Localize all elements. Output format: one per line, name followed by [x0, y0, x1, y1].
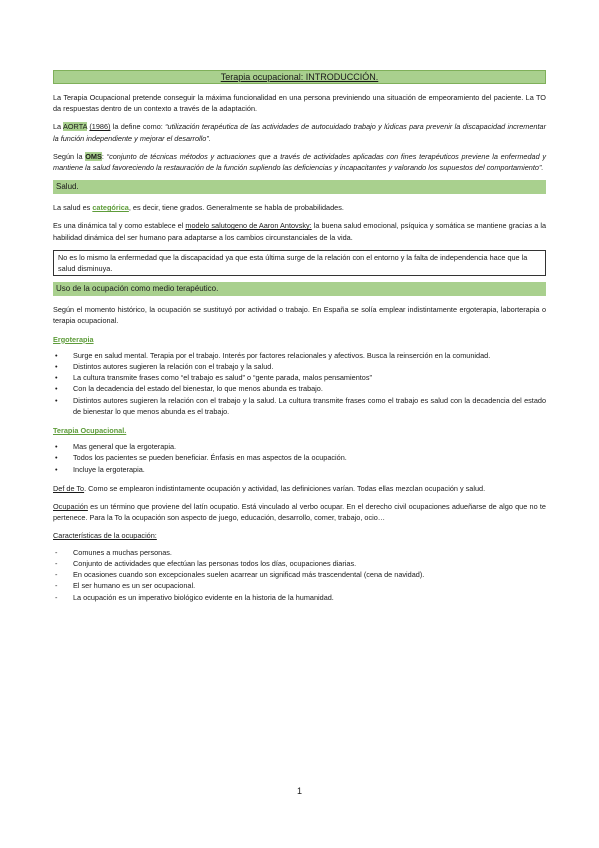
bullet-icon: • [55, 453, 58, 463]
list-item-text: El ser humano es un ser ocupacional. [73, 581, 196, 591]
aorta-year: (1986) [89, 122, 111, 132]
intro-paragraph: La Terapia Ocupacional pretende conseguir la máxima funcionalidad en una persona previniendo una situación de empeoramiento del paciente. La TO da respuestas dentro de un contexto a través de la adaptación. [53, 93, 546, 114]
list-item [53, 547, 546, 558]
list-item [53, 441, 546, 452]
oms-pre: Según la [53, 151, 86, 161]
list-item [53, 592, 546, 603]
to-heading-wrap [53, 425, 546, 436]
list-item-text: Distintos autores sugieren la relación con el trabajo y la salud. La cultura transmite frases como el trabajo es salud con la decadencia del estado de bienestar lo que menos abunda es el trabajo. [73, 395, 546, 416]
oms-quote: “conjunto de técnicas métodos y actuaciones que a través de actividades aplicadas con fines terapéuticos previene la enfermedad y mantiene la salud favoreciendo la restauración de la función supliendo las deficiencias y incapacitantes y valorando los supuestos del comportamiento”. [53, 151, 547, 173]
aorta-paragraph [53, 121, 546, 143]
ocupacion-paragraph [53, 501, 546, 523]
dash-icon: - [55, 570, 58, 580]
dash-icon: - [55, 581, 58, 591]
oms-name: OMS [85, 151, 102, 161]
list-item [53, 395, 546, 417]
list-item [53, 558, 546, 569]
list-item [53, 383, 546, 394]
terapia-ocupacional-list [53, 441, 546, 475]
section-salud-heading: Salud. [53, 180, 546, 194]
bullet-icon: • [55, 442, 58, 452]
ergoterapia-heading: Ergoterapia [53, 334, 94, 344]
dash-icon: - [55, 558, 58, 568]
list-item-text: La cultura transmite frases como “el trabajo es salud” o “gente parada, malos pensamientos” [73, 373, 372, 383]
dash-icon: - [55, 547, 58, 557]
caracteristicas-heading: Características de la ocupación: [53, 531, 157, 541]
bullet-icon: • [55, 373, 58, 383]
list-item-text: Con la decadencia del estado del bienestar, lo que menos abunda es trabajo. [73, 384, 323, 394]
antovsky-model: modelo salutogeno de Aaron Antovsky: [185, 221, 312, 231]
list-item [53, 452, 546, 463]
list-item [53, 361, 546, 372]
document-title: Terapia ocupacional: INTRODUCCIÓN. [220, 72, 379, 82]
list-item-text: Distintos autores sugieren la relación con el trabajo y la salud. [73, 362, 274, 372]
caracteristicas-list [53, 547, 546, 603]
salud-boxed-note: No es lo mismo la enfermedad que la discapacidad ya que esta última surge de la relación con el entorno y la falta de independencia hace que la salud disminuya. [53, 250, 546, 276]
aorta-pre: La [53, 122, 64, 132]
bullet-icon: • [55, 362, 58, 372]
list-item-text: Mas general que la ergoterapia. [73, 442, 177, 452]
document-page [53, 70, 546, 611]
page-number: 1 [296, 786, 302, 796]
salud-paragraph-1 [53, 202, 546, 213]
list-item [53, 350, 546, 361]
def-to-label: Def de To [53, 483, 85, 493]
def-to-paragraph [53, 483, 546, 494]
categorica-link[interactable]: categórica [92, 203, 129, 213]
uso-paragraph: Según el momento histórico, la ocupación se sustituyó por actividad o trabajo. En España se solía emplear indistintamente ergoterapia, laborterapia o terapia ocupacional. [53, 305, 546, 326]
salud-p2-post: la buena salud emocional, psíquica y somática se mantiene gracias a la habilidad dinámica del ser humano para adaptarse a los cambios circunstanciales de la vida. [53, 221, 546, 242]
dash-icon: - [55, 592, 58, 602]
ocupacion-label: Ocupación [53, 502, 88, 512]
ocupacion-text: es un término que proviene del latín ocupatio. Está vinculado al verbo ocupar. En el derecho civil ocupaciones adueñarse de algo que no te pertenece. Para la To la ocupación son aspecto de juego, educación, desarrollo, comer, trabajo, ocio… [53, 502, 546, 523]
list-item-text: Todos los pacientes se pueden beneficiar. Énfasis en mas aspectos de la ocupación. [73, 453, 347, 463]
def-to-text: . Como se emplearon indistintamente ocupación y actividad, las definiciones varían. Todas ellas mezclan ocupación y salud. [84, 483, 486, 493]
list-item-text: Conjunto de actividades que efectúan las personas todos los días, ocupaciones diarias. [73, 558, 357, 568]
caracteristicas-heading-wrap [53, 530, 546, 541]
list-item-text: Incluye la ergoterapia. [73, 464, 145, 474]
list-item [53, 372, 546, 383]
list-item [53, 569, 546, 580]
aorta-mid: la define como: [110, 122, 166, 132]
oms-colon: : [101, 151, 107, 161]
list-item-text: La ocupación es un imperativo biológico evidente en la historia de la humanidad. [73, 592, 334, 602]
bullet-icon: • [55, 384, 58, 394]
list-item-text: Comunes a muchas personas. [73, 547, 172, 557]
aorta-quote: “utilización terapéutica de las actividades de autocuidado trabajo y lúdicas para prevenir la discapacidad incrementar la función independiente y mejorar el desarrollo”. [53, 122, 547, 143]
salud-p1-post: , es decir, tiene grados. Generalmente se habla de probabilidades. [128, 203, 344, 213]
document-title-bar [53, 70, 546, 84]
oms-paragraph [53, 151, 546, 173]
section-uso-heading: Uso de la ocupación como medio terapéutico. [53, 282, 546, 296]
salud-p1-pre: La salud es [53, 203, 93, 213]
bullet-icon: • [55, 395, 58, 405]
terapia-ocupacional-heading: Terapia Ocupacional. [53, 426, 127, 436]
bullet-icon: • [55, 464, 58, 474]
bullet-icon: • [55, 350, 58, 360]
list-item [53, 464, 546, 475]
ergoterapia-list [53, 350, 546, 417]
salud-p2-pre: Es una dinámica tal y como establece el [53, 221, 186, 231]
ergoterapia-heading-wrap [53, 334, 546, 345]
list-item-text: Surge en salud mental. Terapia por el trabajo. Interés por factores relacionales y afectivos. Busca la reinserción en la comunidad. [73, 350, 491, 360]
list-item [53, 580, 546, 591]
aorta-name: AORTA [63, 122, 88, 132]
list-item-text: En ocasiones cuando son excepcionales suelen acarrear un significad más trascendental (cena de navidad). [73, 570, 425, 580]
salud-paragraph-2 [53, 220, 546, 242]
